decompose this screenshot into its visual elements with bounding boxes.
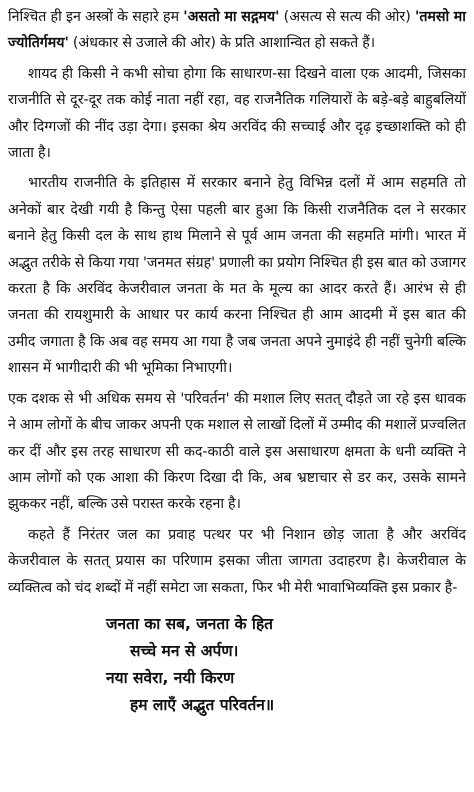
quote-tamaso-ma-jyotirgamaya: 'तमसो मा ज्योतिर्गमय' [8, 9, 466, 52]
paragraph-1 [8, 4, 466, 57]
poem-line-3: नया सवेरा, नयी किरण [106, 668, 235, 687]
paragraph-1-text-a: निश्चित ही इन अस्त्रों के सहारे हम [8, 9, 184, 25]
paragraph-1-text-c: (अंधकार से उजाले की ओर) के प्रति आशान्वित हो सकते हैं। [68, 35, 376, 52]
paragraph-5: कहते हैं निरंतर जल का प्रवाह पत्थर पर भी निशान छोड़ जाता है और अरविंद केजरीवाल के सतत् प्रयास का परिणाम इसका जीता जागता उदाहरण है। केजरीवाल के व्यक्तित्व को चंद शब्दों में नहीं समेटा जा सकता, फिर भी मेरी भावाभिव्यक्ति इस प्रकार है- [8, 526, 466, 596]
quote-asato-ma-sadgamaya: 'असतो मा सद्गमय' [183, 9, 280, 25]
poem-line-1: जनता का सब, जनता के हित [106, 614, 274, 633]
poem-line-2: सच्चे मन से अर्पण। [130, 641, 239, 660]
paragraph-1-text-b: (असत्य से सत्य की ओर) [279, 9, 415, 25]
paragraph-3: भारतीय राजनीति के इतिहास में सरकार बनाने हेतु विभिन्न दलों में आम सहमति तो अनेकों बार देखी गयी है किन्तु ऐसा पहली बार हुआ कि किसी राजनैतिक दल ने सरकार बनाने हेतु किसी दल के साथ हाथ मिलाने से पूर्व आम जनता की सहमति मांगी। भारत में अद्भुत तरीके से किया गया 'जनमत संग्रह' प्रणाली का प्रयोग निश्चित ही इस बात को उजागर करता है कि अरविंद केजरीवाल जनता के मत के मूल्य का आदर करते हैं। आरंभ से ही जनता की रायशुमारी के आधार पर कार्य करना निश्चित ही आम आदमी में इस बात की उमीद जगाता है कि अब वह समय आ गया है जब जनता अपने नुमाइंदे ही नहीं चुनेगी बल्कि शासन में भागीदारी की भी भूमिका निभाएगी। [8, 175, 466, 377]
poem-line-4: हम लाएँ अद्भुत परिवर्तन॥ [130, 695, 275, 714]
poem [8, 611, 466, 719]
paragraph-4: एक दशक से भी अधिक समय से 'परिवर्तन' की मशाल लिए सतत् दौड़ते जा रहे इस धावक ने आम लोगों के बीच जाकर अपनी एक मशाल से लाखों दिलों में उम्मीद की मशालें प्रज्वलित कर दीं और इस तरह साधारण सी कद-काठी वाले इस असाधारण क्षमता के धनी व्यक्ति ने आम लोगों को एक आशा की किरण दिखा दी कि, अब भ्रष्टाचार से डर कर, उसके सामने झुककर नहीं, बल्कि उसे परास्त करके रहना है। [8, 390, 466, 513]
paragraph-2: शायद ही किसी ने कभी सोचा होगा कि साधारण-सा दिखने वाला एक आदमी, जिसका राजनीति से दूर-दूर तक कोई नाता नहीं रहा, वह राजनैतिक गलियारों के बड़े-बड़े बाहुबलियों और दिग्गजों की नींद उड़ा देगा। इसका श्रेय अरविंद की सच्चाई और दृढ़ इच्छाशक्ति को ही जाता है। [8, 65, 466, 162]
